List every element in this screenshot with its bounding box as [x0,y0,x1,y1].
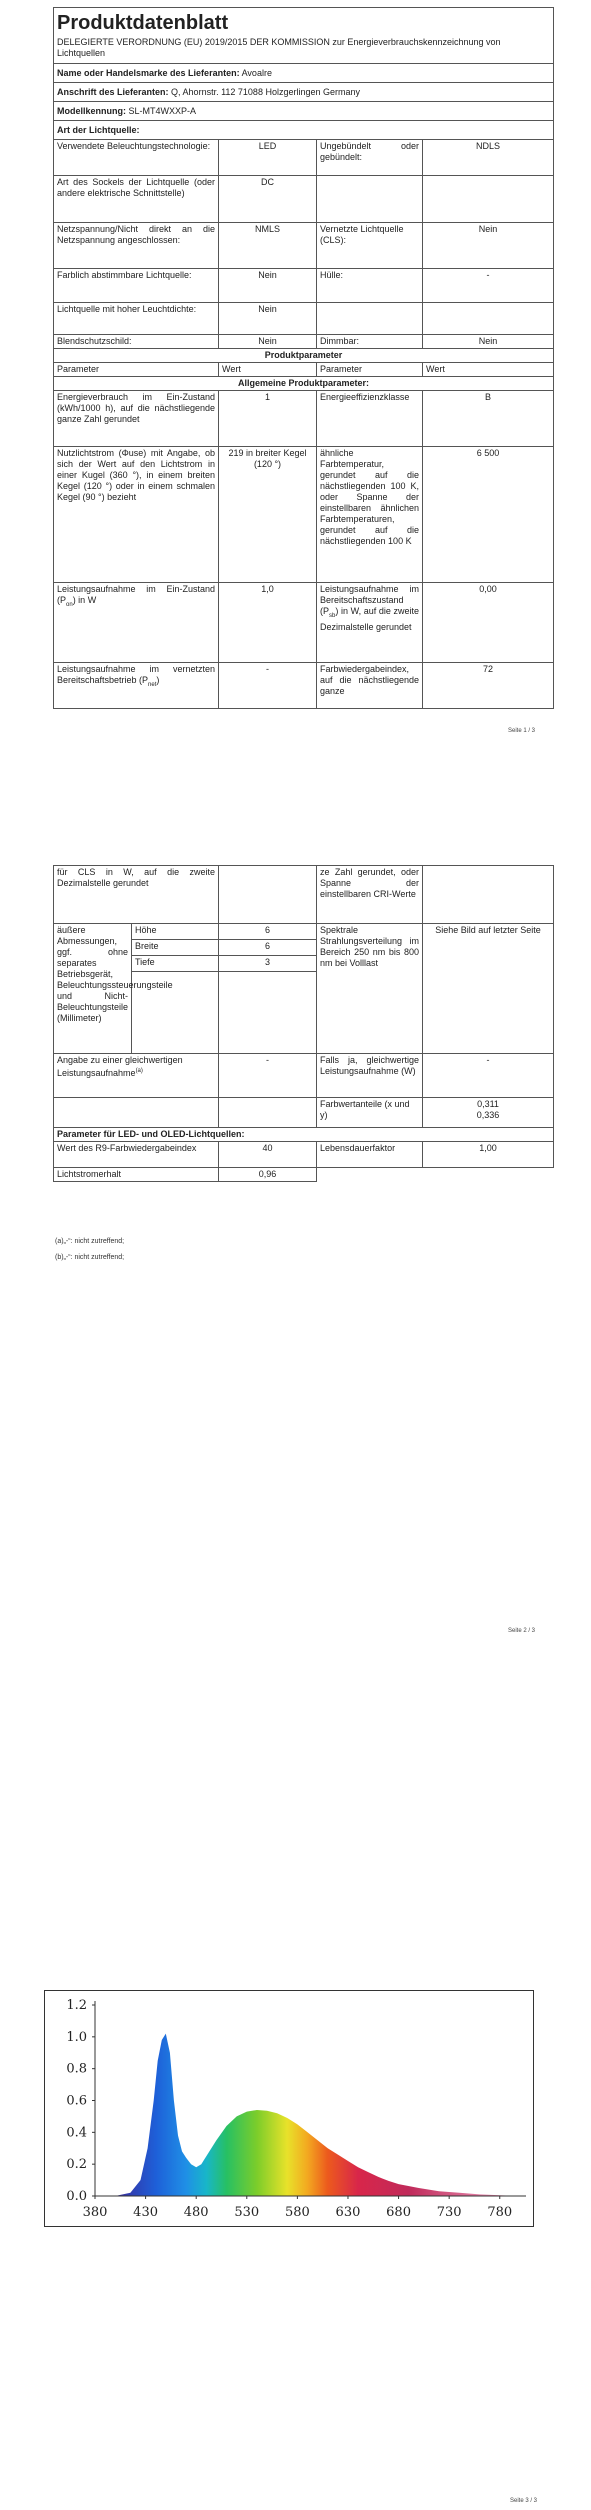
technology-value: LED [219,140,317,176]
networked-standby-label [54,663,219,709]
column-header-parameter: Parameter [317,363,423,377]
width-label: Breite [132,940,219,956]
page-number: Seite 1 / 3 [508,728,536,734]
datasheet-header [54,8,554,64]
equivalent-power-watts-label: Falls ja, gleichwertige Leistungsaufnahme (W) [317,1054,423,1098]
regulation-text: DELEGIERTE VERORDNUNG (EU) 2019/2015 DER KOMMISSION zur Energieverbrauchskennzeichnung von Lichtquellen [57,37,501,58]
empty-cell [423,176,554,223]
networked-standby-text: Leistungsaufnahme im vernetzten Bereitschaftsbetrieb (P [57,664,215,685]
product-parameters-heading: Produktparameter [54,349,554,363]
mains-value: NMLS [219,223,317,269]
directional-value: NDLS [423,140,554,176]
page-1 [0,0,591,740]
cap-type-label: Art des Sockels der Lichtquelle (oder andere elektrische Schnittstelle) [54,176,219,223]
y-tick-label: 0.4 [66,2125,87,2141]
survival-factor-label: Lebensdauerfaktor [317,1142,423,1168]
empty-cell [423,303,554,335]
energy-class-value: B [423,391,554,447]
survival-factor-value: 1,00 [423,1142,554,1168]
y-tick-label: 0.8 [66,2061,87,2077]
empty-cell [219,972,317,1054]
cct-value: 6 500 [423,447,554,583]
energy-class-label: Energieeffizienzklasse [317,391,423,447]
on-mode-power-text: Leistungsaufnahme im Ein-Zustand (P [57,584,215,605]
x-tick-label: 630 [335,2205,361,2220]
envelope-value: - [423,269,554,303]
spectral-chart-svg [45,1991,533,2226]
spectral-distribution-label: Spektrale Strahlungsverteilung im Bereich 250 nm bis 800 nm bei Volllast [317,924,423,1054]
footnote-marker: (a) [135,1068,143,1074]
on-mode-power-label [54,583,219,663]
x-tick-label: 580 [284,2205,310,2220]
cct-label: ähnliche Farbtemperatur, gerundet auf die nächstliegenden 100 K, oder Spanne der einstellbaren ähnlichen Farbtemperaturen, gerundet auf die nächstliegenden 100 K [317,447,423,583]
supplier-name-row [54,64,554,83]
cri-label-continued: ze Zahl gerundet, oder Spanne der einstellbaren CRI-Werte [317,866,423,924]
empty-cell [54,1098,219,1128]
energy-consumption-label: Energieverbrauch im Ein-Zustand (kWh/1000 h), auf die nächstliegende ganze Zahl gerundet [54,391,219,447]
standby-power-value: 0,00 [423,583,554,663]
empty-cell [423,866,554,924]
x-tick-label: 680 [386,2205,411,2220]
model-value: SL-MT4WXXP-A [128,106,197,116]
empty-cell [317,176,423,223]
networked-standby-tail: ) [156,675,160,685]
standby-power-text: Leistungsaufnahme im Bereitschaftszustand (P [320,584,419,616]
x-tick-label: 530 [234,2205,260,2220]
page-number: Seite 2 / 3 [508,1628,536,1634]
high-luminance-value: Nein [219,303,317,335]
supplier-address-row [54,83,554,102]
y-tick-label: 0.0 [66,2189,87,2204]
x-tick-label: 430 [133,2205,159,2220]
width-value: 6 [219,940,317,956]
colour-tuneable-label: Farblich abstimmbare Lichtquelle: [54,269,219,303]
column-header-parameter: Parameter [54,363,219,377]
supplier-name-value: Avoalre [241,68,272,78]
datasheet-table-page-2 [53,865,554,1182]
cls-label: Vernetzte Lichtquelle (CLS): [317,223,423,269]
r9-label: Wert des R9-Farbwiedergabeindex [54,1142,219,1168]
equivalent-power-watts-value: - [423,1054,554,1098]
column-header-value: Wert [423,363,554,377]
technology-label: Verwendete Beleuchtungstechnologie: [54,140,219,176]
supplier-address-value: Q, Ahornstr. 112 71088 Holzgerlingen Germany [171,87,360,97]
equivalent-power-value: - [219,1054,317,1098]
y-tick-label: 0.2 [66,2157,87,2173]
spectrum-area [95,2034,520,2196]
mains-label: Netzspannung/Nicht direkt an die Netzspannung angeschlossen: [54,223,219,269]
y-tick-label: 1.2 [66,1998,87,2013]
networked-standby-value: - [219,663,317,709]
anti-glare-value: Nein [219,335,317,349]
spectral-chart [44,1990,534,2227]
chromaticity-y: 0,336 [476,1110,500,1120]
general-parameters-heading: Allgemeine Produktparameter: [54,377,554,391]
page-number: Seite 3 / 3 [510,2498,538,2504]
x-tick-label: 730 [436,2205,462,2220]
energy-consumption-value: 1 [219,391,317,447]
datasheet-table-page-1 [53,7,554,709]
networked-standby-continued: für CLS in W, auf die zweite Dezimalstelle gerundet [54,866,219,924]
envelope-label: Hülle: [317,269,423,303]
standby-power-label [317,583,423,663]
dimensions-label: äußere Abmessungen, ggf. ohne separates Betriebsgerät, Beleuchtungssteuerungsteile und Nicht-Beleuchtungsteile (Millimeter) [54,924,132,1054]
x-tick-label: 780 [487,2205,513,2220]
r9-value: 40 [219,1142,317,1168]
light-source-type-heading: Art der Lichtquelle: [54,121,554,140]
empty-cell [219,1098,317,1128]
useful-flux-label: Nutzlichtstrom (Φuse) mit Angabe, ob sich der Wert auf den Lichtstrom in einer Kugel (360 °), in einem breiten Kegel (120 °) oder in einem schmalen Kegel (90 °) bezieht [54,447,219,583]
on-mode-power-tail: ) in W [72,595,97,605]
empty-cell [317,303,423,335]
cri-label: Farbwiedergabeindex, auf die nächstliegende ganze [317,663,423,709]
chromaticity-x: 0,311 [477,1099,499,1109]
footnote-a: (a)„-“: nicht zutreffend; [55,1238,125,1245]
subscript: net [148,681,157,688]
anti-glare-label: Blendschutzschild: [54,335,219,349]
footnote-b: (b)„-“: nicht zutreffend; [55,1254,125,1261]
dimmable-value: Nein [423,335,554,349]
colour-tuneable-value: Nein [219,269,317,303]
lumen-maintenance-label: Lichtstromerhalt [54,1168,219,1182]
lumen-maintenance-value: 0,96 [219,1168,317,1182]
x-tick-label: 380 [82,2205,108,2220]
cri-value: 72 [423,663,554,709]
x-tick-label: 480 [183,2205,209,2220]
y-tick-label: 1.0 [66,2029,87,2045]
column-header-value: Wert [219,363,317,377]
spectral-distribution-value: Siehe Bild auf letzter Seite [423,924,554,1054]
chromaticity-value [423,1098,554,1128]
supplier-address-label: Anschrift des Lieferanten: [57,87,169,97]
height-value: 6 [219,924,317,940]
equivalent-power-text: Angabe zu einer gleichwertigen Leistungsaufnahme [57,1055,183,1078]
subscript: sb [329,612,336,619]
page-title: Produktdatenblatt [57,12,229,34]
supplier-name-label: Name oder Handelsmarke des Lieferanten: [57,68,240,78]
high-luminance-label: Lichtquelle mit hoher Leuchtdichte: [54,303,219,335]
led-parameters-heading: Parameter für LED- und OLED-Lichtquellen: [54,1128,554,1142]
depth-label: Tiefe [132,956,219,972]
model-row [54,102,554,121]
directional-label: Ungebündelt oder gebündelt: [317,140,423,176]
empty-cell [219,866,317,924]
equivalent-power-label [54,1054,219,1098]
useful-flux-value: 219 in breiter Kegel (120 °) [219,447,317,583]
depth-value: 3 [219,956,317,972]
y-tick-label: 0.6 [66,2093,87,2109]
dimmable-label: Dimmbar: [317,335,423,349]
cls-value: Nein [423,223,554,269]
subscript: on [66,601,73,608]
model-label: Modellkennung: [57,106,126,116]
on-mode-power-value: 1,0 [219,583,317,663]
chromaticity-label: Farbwertanteile (x und y) [317,1098,423,1128]
page-2 [0,860,591,1660]
standby-power-tail: ) in W, auf die zweite Dezimalstelle gerundet [320,606,419,632]
height-label: Höhe [132,924,219,940]
cap-type-value: DC [219,176,317,223]
